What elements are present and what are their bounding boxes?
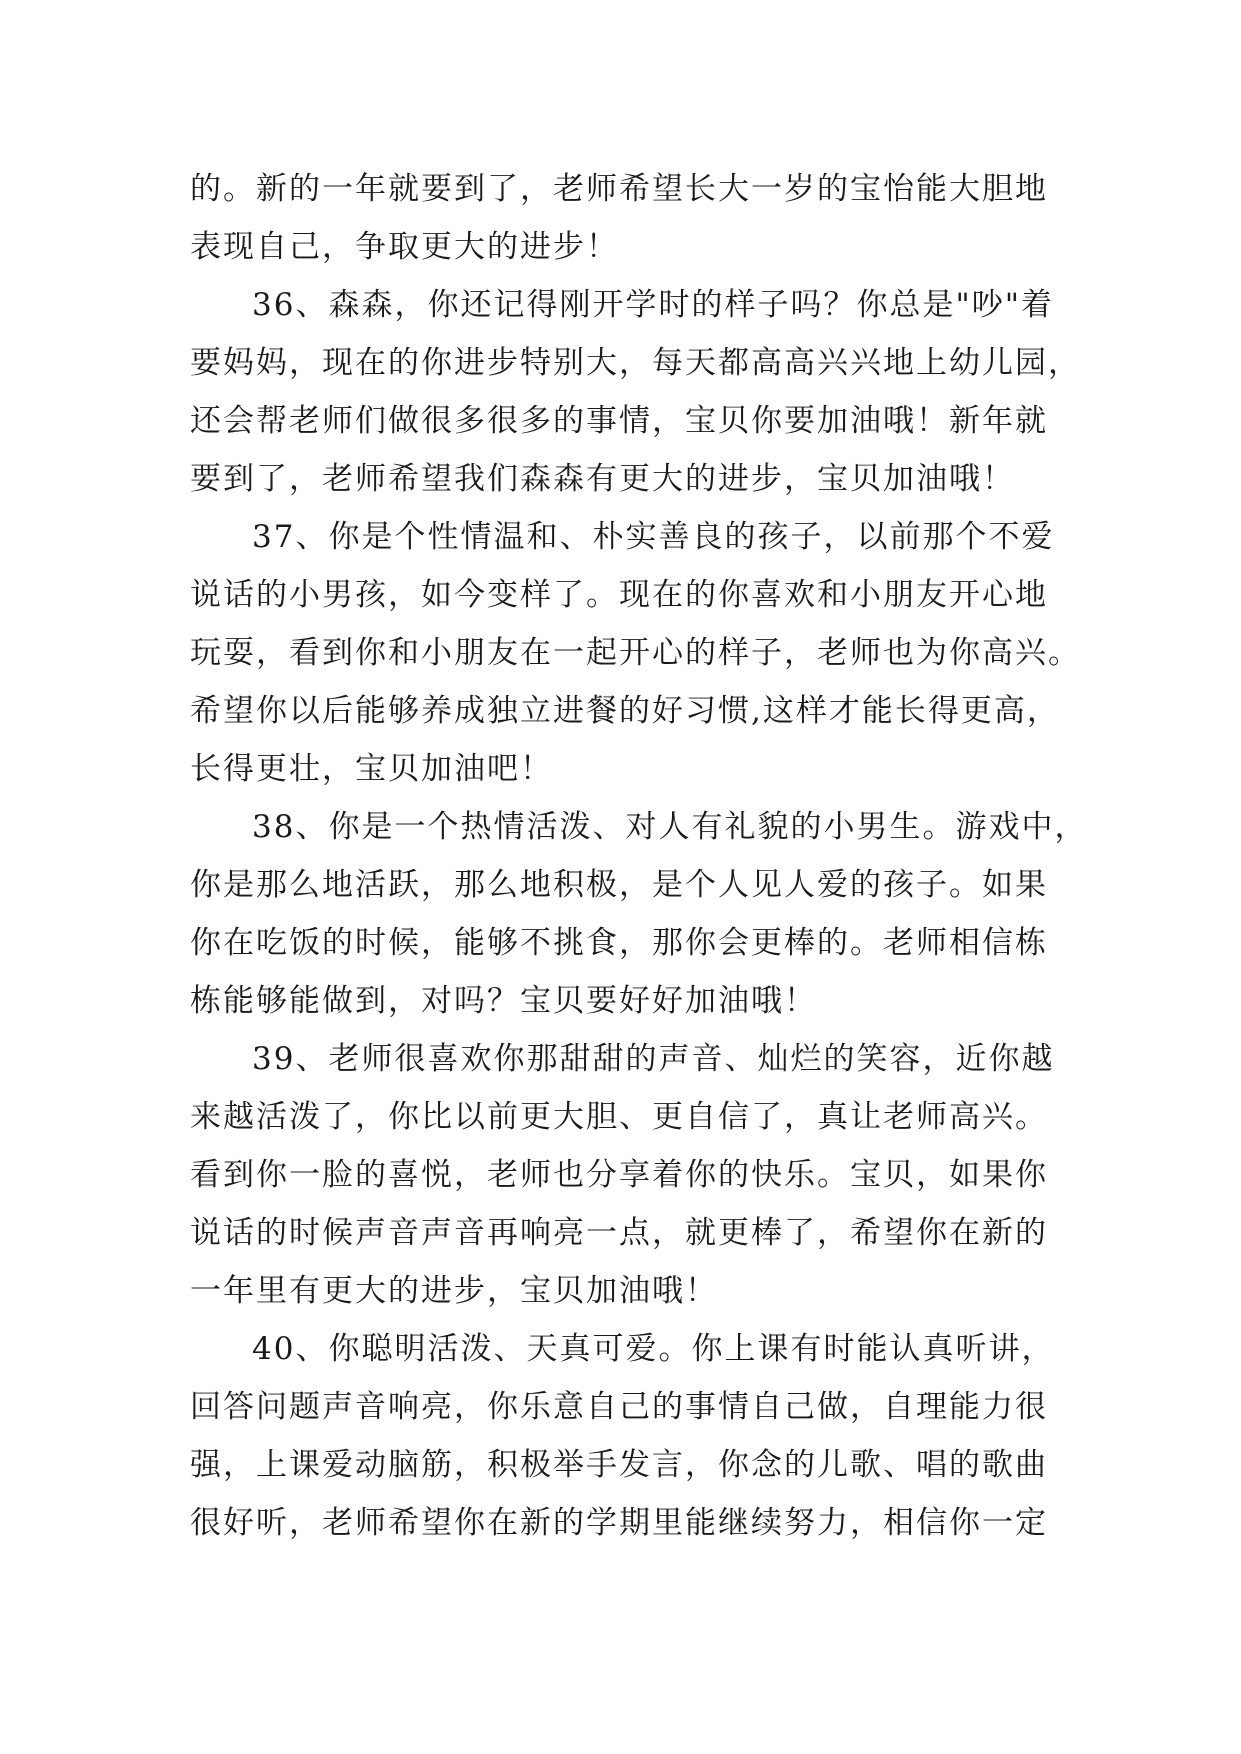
text-line: 长得更壮，宝贝加油吧！: [190, 751, 553, 787]
document-body: [190, 160, 1088, 1552]
text-line: 一年里有更大的进步，宝贝加油哦！: [190, 1273, 718, 1309]
text-line: 你是那么地活跃，那么地积极，是个人见人爱的孩子。如果: [190, 867, 1048, 903]
text-line: 说话的时候声音声音再响亮一点，就更棒了，希望你在新的: [190, 1215, 1048, 1251]
paragraph-start-40: 40、你聪明活泼、天真可爱。你上课有时能认真听讲，: [252, 1331, 1055, 1367]
text-line: 很好听，老师希望你在新的学期里能继续努力，相信你一定: [190, 1505, 1048, 1541]
paragraph-start-38: 38、你是一个热情活泼、对人有礼貌的小男生。游戏中，: [252, 809, 1088, 845]
text-line: 要到了，老师希望我们森森有更大的进步，宝贝加油哦！: [190, 461, 1015, 497]
text-line: 说话的小男孩，如今变样了。现在的你喜欢和小朋友开心地: [190, 577, 1048, 613]
text-line: 来越活泼了，你比以前更大胆、更自信了，真让老师高兴。: [190, 1099, 1048, 1135]
text-line: 要妈妈，现在的你进步特别大，每天都高高兴兴地上幼儿园，: [190, 345, 1081, 381]
paragraph-start-37: 37、你是个性情温和、朴实善良的孩子，以前那个不爱: [252, 519, 1055, 555]
text-line: 栋能够能做到，对吗？宝贝要好好加油哦！: [190, 983, 817, 1019]
text-line: 你在吃饭的时候，能够不挑食，那你会更棒的。老师相信栋: [190, 925, 1048, 961]
text-line: 玩耍，看到你和小朋友在一起开心的样子，老师也为你高兴。: [190, 635, 1081, 671]
text-line: 还会帮老师们做很多很多的事情，宝贝你要加油哦！新年就: [190, 403, 1048, 439]
text-line: 的。新的一年就要到了，老师希望长大一岁的宝怡能大胆地: [190, 171, 1048, 207]
paragraph-start-36: 36、森森，你还记得刚开学时的样子吗？你总是"吵"着: [252, 287, 1054, 323]
text-line: 看到你一脸的喜悦，老师也分享着你的快乐。宝贝，如果你: [190, 1157, 1048, 1193]
paragraph-start-39: 39、老师很喜欢你那甜甜的声音、灿烂的笑容，近你越: [252, 1041, 1055, 1077]
text-line: 回答问题声音响亮，你乐意自己的事情自己做，自理能力很: [190, 1389, 1048, 1425]
text-line: 表现自己，争取更大的进步！: [190, 229, 619, 265]
text-line: 强，上课爱动脑筋，积极举手发言，你念的儿歌、唱的歌曲: [190, 1447, 1048, 1483]
text-line: 希望你以后能够养成独立进餐的好习惯,这样才能长得更高，: [190, 693, 1060, 729]
